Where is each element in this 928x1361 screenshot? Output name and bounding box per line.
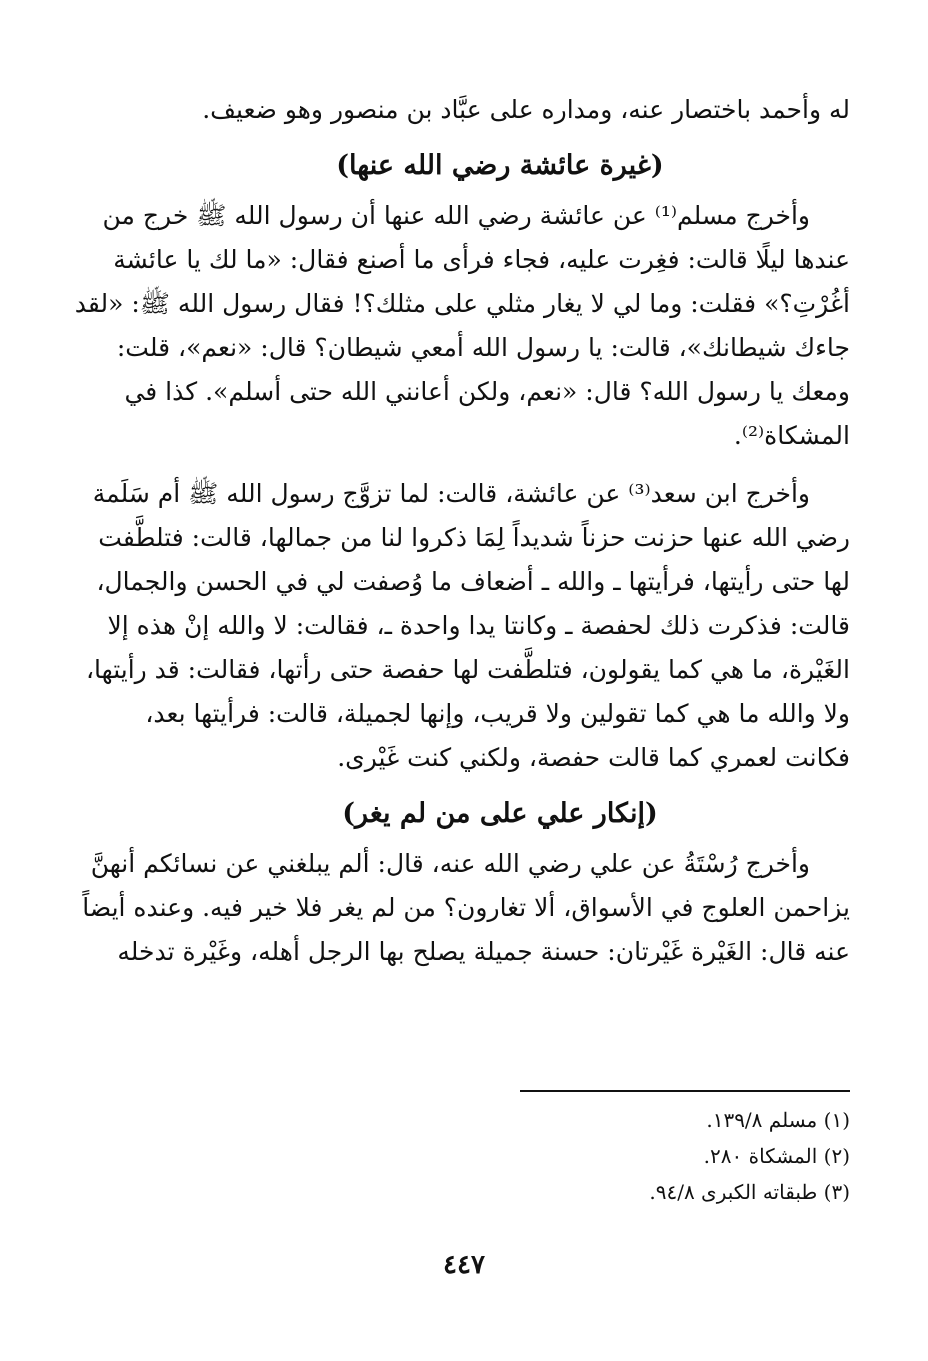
- intro-line: له وأحمد باختصار عنه، ومداره على عبَّاد بن منصور وهو ضعيف.: [202, 95, 850, 124]
- page-body: [74, 88, 850, 988]
- section-heading-ali: (إنكار علي على من لم يغر): [342, 798, 658, 829]
- text-line: عنه قال: الغَيْرة غَيْرتان: حسنة جميلة يصلح بها الرجل أهله، وغَيْرة تدخله: [117, 937, 850, 966]
- text-line: يزاحمن العلوج في الأسواق، ألا تغارون؟ من لم يغر فلا خير فيه. وعنده أيضاً: [82, 893, 850, 922]
- text-line: جاءك شيطانك»، قالت: يا رسول الله أمعي شيطان؟ قال: «نعم»، قلت:: [116, 333, 850, 362]
- paragraph-aisha-1: [74, 194, 850, 458]
- section-heading-aisha: (غيرة عائشة رضي الله عنها): [336, 150, 664, 181]
- text-line: ولا والله ما هي كما تقولين ولا قريب، وإنها لجميلة، قالت: فرأيتها بعد،: [145, 699, 850, 728]
- text-line: فكانت لعمري كما قالت حفصة، ولكني كنت غَيْرى.: [337, 743, 850, 772]
- page-number: ٤٤٧: [443, 1250, 485, 1280]
- text-line: أغُرْتِ؟» فقلت: وما لي لا يغار مثلي على مثلك؟! فقال رسول الله ﷺ: «لقد: [74, 289, 850, 318]
- text-line: ومعك يا رسول الله؟ قال: «نعم، ولكن أعانني الله حتى أسلم». كذا في: [124, 377, 850, 406]
- paragraph-ali-1: [82, 842, 850, 974]
- text-line: الغَيْرة، ما هي كما يقولون، فتلطَّفت لها حفصة حتى رأتها، فقالت: قد رأيتها،: [85, 655, 850, 684]
- footnote-2: (٢) المشكاة ٢٨٠.: [703, 1144, 850, 1168]
- text-line: قالت: فذكرت ذلك لحفصة ـ وكانتا يدا واحدة ـ، فقالت: لا والله إنْ هذه إلا: [107, 611, 850, 640]
- text-line: المشكاة⁽²⁾.: [733, 421, 850, 450]
- footnote-1: (١) مسلم ١٣٩/٨.: [706, 1108, 850, 1132]
- text-line: لها حتى رأيتها، فرأيتها ـ والله ـ أضعاف ما وُصفت لي في الحسن والجمال،: [96, 567, 850, 596]
- text-line: رضي الله عنها حزنت حزناً شديداً لِمَا ذكروا لنا من جمالها، قالت: فتلطَّفت: [98, 523, 850, 552]
- text-line: وأخرج رُسْتَةُ عن علي رضي الله عنه، قال: ألم يبلغني عن نسائكم أنهنَّ: [90, 849, 810, 878]
- footnote-separator: [520, 1090, 850, 1092]
- text-line: وأخرج مسلم⁽¹⁾ عن عائشة رضي الله عنها أن رسول الله ﷺ خرج من: [102, 201, 810, 230]
- text-line: وأخرج ابن سعد⁽³⁾ عن عائشة، قالت: لما تزوَّج رسول الله ﷺ أم سَلَمة: [92, 479, 810, 508]
- text-line: عندها ليلًا قالت: فغِرت عليه، فجاء فرأى ما أصنع فقال: «ما لك يا عائشة: [113, 245, 850, 274]
- footnotes: [520, 1102, 850, 1210]
- footnote-3: (٣) طبقاته الكبرى ٩٤/٨.: [649, 1180, 850, 1204]
- paragraph-aisha-2: [85, 472, 850, 780]
